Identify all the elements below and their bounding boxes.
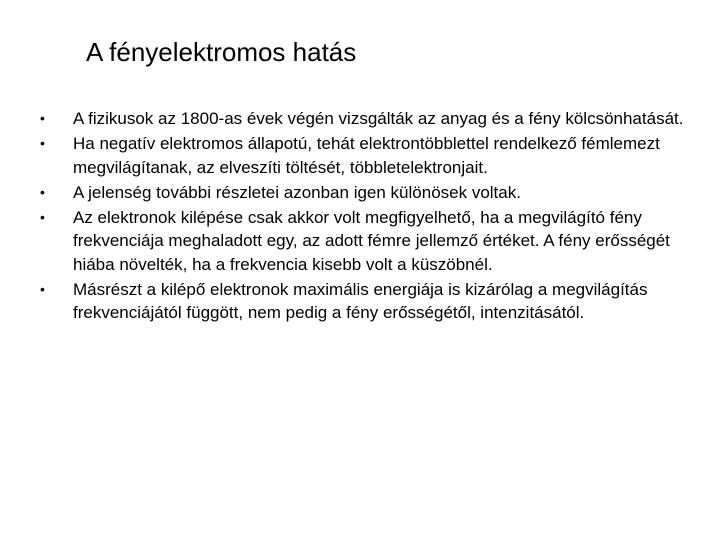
bullet-item [40,107,700,131]
bullet-text: A fizikusok az 1800-as évek végén vizsgálták az anyag és a fény kölcsönhatását. [73,109,684,128]
bullet-text: Az elektronok kilépése csak akkor volt megfigyelhető, ha a megvilágító fény frekvenciája meghaladott egy, az adott fémre jellemző értéket. A fény erősségét hiába növelték, ha a frekvencia kisebb volt a küszöbnél. [73,207,670,274]
bullet-dot-icon: • [40,280,45,297]
bullet-item [40,206,700,277]
bullet-text: Ha negatív elektromos állapotú, tehát elektrontöbblettel rendelkező fémlemezt megvilágítanak, az elveszíti töltését, többletelektronjait. [73,134,660,177]
bullet-list [40,107,700,326]
bullet-text: A jelenség további részletei azonban igen különösek voltak. [73,182,521,202]
bullet-dot-icon: • [40,208,45,225]
bullet-item [40,278,700,325]
bullet-item [40,181,700,205]
bullet-dot-icon: • [40,110,45,126]
slide-title: A fényelektromos hatás [86,37,357,67]
bullet-dot-icon: • [40,135,45,151]
bullet-dot-icon: • [40,183,45,200]
bullet-item [40,132,700,179]
bullet-text: Másrészt a kilépő elektronok maximális energiája is kizárólag a megvilágítás frekvenciájától függött, nem pedig a fény erősségétől, intenzitásától. [73,279,648,322]
